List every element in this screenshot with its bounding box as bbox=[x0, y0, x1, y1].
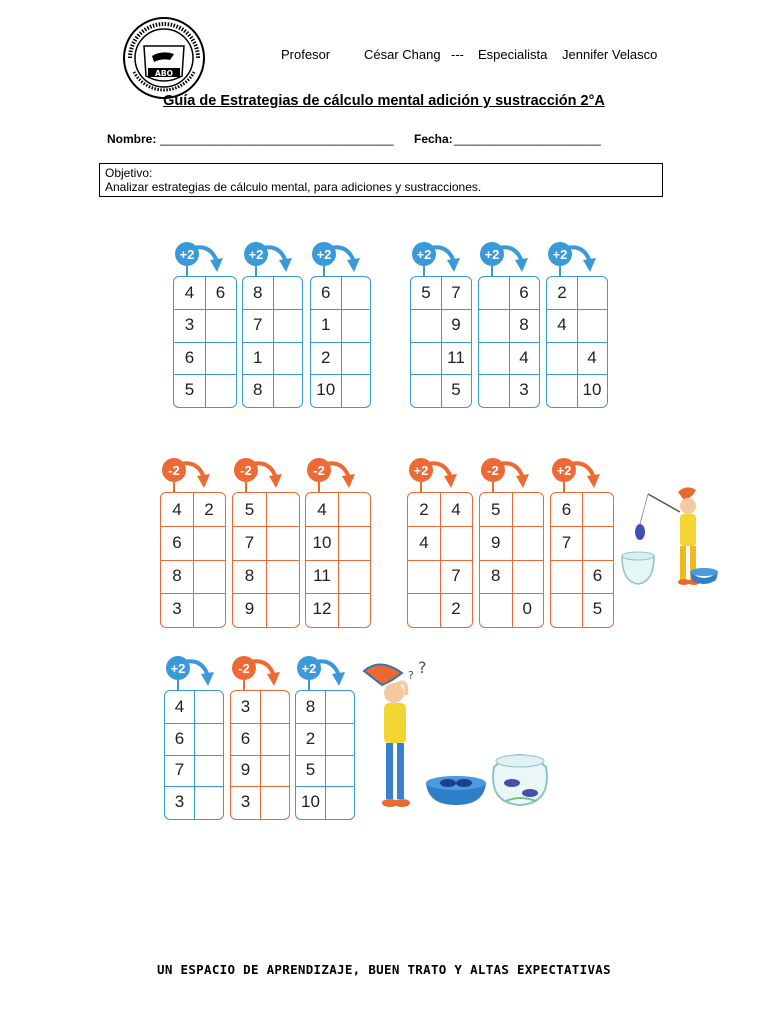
table-row bbox=[296, 691, 354, 723]
table-row bbox=[231, 723, 289, 755]
result-cell[interactable]: 4 bbox=[519, 347, 529, 367]
input-cell[interactable] bbox=[479, 342, 509, 374]
table-row bbox=[408, 493, 472, 526]
table-row bbox=[411, 309, 471, 341]
table-row bbox=[480, 526, 543, 559]
result-cell[interactable]: 5 bbox=[451, 379, 461, 399]
input-cell[interactable]: 9 bbox=[491, 532, 501, 552]
especialista-name: Jennifer Velasco bbox=[562, 47, 658, 62]
operation-label: +2 bbox=[552, 458, 576, 482]
input-cell[interactable]: 12 bbox=[312, 599, 332, 619]
table-row bbox=[411, 277, 471, 309]
result-cell[interactable] bbox=[338, 493, 370, 526]
table-row bbox=[551, 493, 613, 526]
result-cell[interactable] bbox=[325, 786, 354, 818]
table-row bbox=[311, 342, 370, 374]
boy-thinking-illustration bbox=[360, 655, 560, 815]
result-cell[interactable]: 11 bbox=[447, 347, 465, 367]
input-cell[interactable] bbox=[408, 560, 440, 593]
result-cell[interactable] bbox=[582, 526, 613, 559]
operation-badge bbox=[481, 458, 509, 486]
number-table bbox=[410, 276, 472, 408]
objective-label: Objetivo: bbox=[105, 166, 153, 180]
profesor-label: Profesor bbox=[281, 47, 331, 62]
operation-badge bbox=[480, 242, 508, 270]
table-row bbox=[306, 560, 370, 593]
table-row bbox=[551, 593, 613, 626]
input-cell[interactable] bbox=[411, 374, 441, 406]
table-row bbox=[479, 342, 539, 374]
number-table bbox=[310, 276, 371, 408]
operation-label: +2 bbox=[244, 242, 268, 266]
result-cell[interactable]: 7 bbox=[451, 566, 461, 586]
result-cell[interactable] bbox=[341, 374, 371, 406]
table-row bbox=[161, 493, 225, 526]
result-cell[interactable] bbox=[338, 593, 370, 626]
result-cell[interactable] bbox=[266, 493, 299, 526]
result-cell[interactable]: 7 bbox=[451, 283, 461, 303]
table-row bbox=[480, 493, 543, 526]
table-row bbox=[243, 309, 302, 341]
result-cell[interactable]: 4 bbox=[587, 347, 597, 367]
number-table bbox=[230, 690, 290, 820]
result-cell[interactable]: 0 bbox=[522, 599, 532, 619]
result-cell[interactable] bbox=[194, 755, 223, 787]
result-cell[interactable]: 4 bbox=[451, 499, 461, 519]
result-cell[interactable] bbox=[341, 277, 371, 309]
operation-badge bbox=[162, 458, 190, 486]
operation-label: +2 bbox=[412, 242, 436, 266]
input-cell[interactable]: 7 bbox=[253, 315, 263, 335]
number-table bbox=[173, 276, 237, 408]
result-cell[interactable] bbox=[325, 755, 354, 787]
input-cell[interactable]: 2 bbox=[321, 347, 331, 367]
table-row bbox=[243, 374, 302, 406]
number-table bbox=[479, 492, 544, 628]
result-cell[interactable] bbox=[266, 593, 299, 626]
result-cell[interactable] bbox=[325, 691, 354, 723]
input-cell[interactable]: 8 bbox=[253, 379, 263, 399]
operation-badge bbox=[166, 656, 194, 684]
result-cell[interactable] bbox=[194, 786, 223, 818]
operation-label: +2 bbox=[548, 242, 572, 266]
table-row bbox=[547, 342, 607, 374]
input-cell[interactable]: 7 bbox=[244, 532, 255, 552]
table-row bbox=[174, 342, 236, 374]
table-row bbox=[408, 560, 472, 593]
number-table bbox=[550, 492, 614, 628]
result-cell[interactable]: 2 bbox=[451, 599, 461, 619]
especialista-label: Especialista bbox=[478, 47, 548, 62]
table-row bbox=[174, 309, 236, 341]
table-row bbox=[233, 493, 299, 526]
result-cell[interactable] bbox=[341, 342, 371, 374]
result-cell[interactable] bbox=[260, 755, 289, 787]
input-cell[interactable]: 8 bbox=[172, 566, 182, 586]
input-cell[interactable]: 5 bbox=[305, 760, 316, 780]
operation-label: +2 bbox=[312, 242, 336, 266]
result-cell[interactable] bbox=[205, 374, 236, 406]
operation-label: +2 bbox=[480, 242, 504, 266]
result-cell[interactable] bbox=[193, 526, 225, 559]
table-row bbox=[547, 374, 607, 406]
input-cell[interactable]: 3 bbox=[174, 792, 185, 812]
input-cell[interactable] bbox=[480, 593, 512, 626]
input-cell[interactable]: 7 bbox=[174, 760, 185, 780]
operation-label: -2 bbox=[162, 458, 186, 482]
input-cell[interactable]: 5 bbox=[491, 499, 501, 519]
svg-text:?: ? bbox=[408, 669, 414, 682]
input-cell[interactable] bbox=[411, 342, 441, 374]
result-cell[interactable]: 3 bbox=[519, 379, 529, 399]
result-cell[interactable] bbox=[341, 309, 371, 341]
input-cell[interactable]: 8 bbox=[305, 696, 316, 716]
nombre-label: Nombre: bbox=[107, 132, 157, 146]
table-row bbox=[231, 691, 289, 723]
footer-slogan: UN ESPACIO DE APRENDIZAJE, BUEN TRATO Y ALTAS EXPECTATIVAS bbox=[157, 962, 611, 977]
result-cell[interactable] bbox=[205, 309, 236, 341]
table-row bbox=[480, 593, 543, 626]
input-cell[interactable]: 5 bbox=[184, 379, 195, 399]
result-cell[interactable] bbox=[273, 277, 303, 309]
input-cell[interactable]: 3 bbox=[240, 696, 251, 716]
number-table bbox=[546, 276, 608, 408]
result-cell[interactable]: 5 bbox=[592, 599, 603, 619]
result-cell[interactable] bbox=[338, 526, 370, 559]
result-cell[interactable] bbox=[512, 526, 544, 559]
input-cell[interactable]: 4 bbox=[419, 532, 429, 552]
number-table bbox=[295, 690, 355, 820]
input-cell[interactable]: 8 bbox=[491, 566, 501, 586]
boy-fishing-illustration bbox=[618, 484, 723, 594]
input-cell[interactable]: 2 bbox=[557, 283, 567, 303]
input-cell[interactable] bbox=[551, 593, 582, 626]
result-cell[interactable]: 10 bbox=[582, 379, 602, 399]
result-cell[interactable]: 9 bbox=[451, 315, 461, 335]
operation-badge bbox=[552, 458, 580, 486]
table-row bbox=[243, 342, 302, 374]
operation-badge bbox=[297, 656, 325, 684]
input-cell[interactable]: 5 bbox=[244, 499, 255, 519]
operation-badge bbox=[234, 458, 262, 486]
operation-label: +2 bbox=[166, 656, 190, 680]
result-cell[interactable] bbox=[325, 723, 354, 755]
table-row bbox=[547, 309, 607, 341]
operation-label: +2 bbox=[409, 458, 433, 482]
number-table bbox=[232, 492, 300, 628]
input-cell[interactable]: 11 bbox=[313, 566, 331, 586]
operation-label: -2 bbox=[481, 458, 505, 482]
table-row bbox=[296, 786, 354, 818]
svg-text:?: ? bbox=[418, 658, 427, 677]
table-row bbox=[306, 493, 370, 526]
input-cell[interactable]: 3 bbox=[172, 599, 182, 619]
table-row bbox=[306, 593, 370, 626]
table-row bbox=[479, 277, 539, 309]
result-cell[interactable] bbox=[273, 309, 303, 341]
result-cell[interactable] bbox=[512, 493, 544, 526]
input-cell[interactable]: 2 bbox=[305, 728, 316, 748]
input-cell[interactable] bbox=[411, 309, 441, 341]
table-row bbox=[547, 277, 607, 309]
objective-text: Analizar estrategias de cálculo mental, para adiciones y sustracciones. bbox=[105, 180, 482, 194]
result-cell[interactable] bbox=[194, 723, 223, 755]
table-row bbox=[161, 560, 225, 593]
number-table bbox=[305, 492, 371, 628]
result-cell[interactable]: 2 bbox=[204, 499, 214, 519]
result-cell[interactable] bbox=[260, 786, 289, 818]
table-row bbox=[243, 277, 302, 309]
operation-badge bbox=[409, 458, 437, 486]
operation-label: +2 bbox=[175, 242, 199, 266]
result-cell[interactable] bbox=[194, 691, 223, 723]
table-row bbox=[408, 593, 472, 626]
number-table bbox=[160, 492, 226, 628]
result-cell[interactable] bbox=[273, 374, 303, 406]
table-row bbox=[551, 560, 613, 593]
operation-badge bbox=[312, 242, 340, 270]
fecha-label: Fecha: bbox=[414, 132, 453, 146]
input-cell[interactable]: 8 bbox=[244, 566, 255, 586]
table-row bbox=[165, 755, 223, 787]
operation-badge bbox=[307, 458, 335, 486]
table-row bbox=[296, 723, 354, 755]
operation-label: -2 bbox=[234, 458, 258, 482]
table-row bbox=[161, 526, 225, 559]
operation-badge bbox=[244, 242, 272, 270]
input-cell[interactable]: 10 bbox=[312, 532, 332, 552]
input-cell[interactable]: 6 bbox=[184, 347, 195, 367]
table-row bbox=[411, 374, 471, 406]
input-cell[interactable] bbox=[551, 560, 582, 593]
result-cell[interactable] bbox=[273, 342, 303, 374]
table-row bbox=[165, 691, 223, 723]
operation-label: +2 bbox=[297, 656, 321, 680]
result-cell[interactable]: 6 bbox=[215, 283, 226, 303]
input-cell[interactable]: 2 bbox=[419, 499, 429, 519]
result-cell[interactable] bbox=[577, 309, 607, 341]
input-cell[interactable]: 6 bbox=[240, 728, 251, 748]
school-logo bbox=[122, 16, 206, 100]
result-cell[interactable] bbox=[582, 493, 613, 526]
number-table bbox=[407, 492, 473, 628]
result-cell[interactable] bbox=[440, 526, 472, 559]
result-cell[interactable]: 8 bbox=[519, 315, 529, 335]
number-table bbox=[478, 276, 540, 408]
profesor-name: César Chang bbox=[364, 47, 441, 62]
input-cell[interactable] bbox=[479, 374, 509, 406]
table-row bbox=[233, 593, 299, 626]
result-cell[interactable] bbox=[512, 560, 544, 593]
input-cell[interactable]: 4 bbox=[557, 315, 567, 335]
table-row bbox=[165, 786, 223, 818]
table-row bbox=[311, 374, 370, 406]
result-cell[interactable] bbox=[205, 342, 236, 374]
table-row bbox=[479, 309, 539, 341]
input-cell[interactable]: 3 bbox=[184, 315, 195, 335]
table-row bbox=[233, 526, 299, 559]
input-cell[interactable]: 4 bbox=[174, 696, 185, 716]
input-cell[interactable]: 1 bbox=[321, 315, 331, 335]
result-cell[interactable]: 6 bbox=[519, 283, 529, 303]
result-cell[interactable] bbox=[260, 691, 289, 723]
table-row bbox=[231, 786, 289, 818]
result-cell[interactable] bbox=[266, 526, 299, 559]
result-cell[interactable] bbox=[260, 723, 289, 755]
operation-badge bbox=[412, 242, 440, 270]
result-cell[interactable] bbox=[338, 560, 370, 593]
input-cell[interactable]: 10 bbox=[301, 792, 320, 812]
fecha-field[interactable]: ______________________ bbox=[454, 132, 601, 146]
input-cell[interactable]: 1 bbox=[253, 347, 263, 367]
operation-label: -2 bbox=[232, 656, 256, 680]
table-row bbox=[311, 309, 370, 341]
page-title: Guía de Estrategias de cálculo mental adición y sustracción 2°A bbox=[163, 93, 605, 109]
table-row bbox=[306, 526, 370, 559]
result-cell[interactable] bbox=[193, 593, 225, 626]
result-cell[interactable] bbox=[266, 560, 299, 593]
input-cell[interactable]: 6 bbox=[321, 283, 331, 303]
input-cell[interactable]: 10 bbox=[316, 379, 336, 399]
input-cell[interactable]: 5 bbox=[421, 283, 431, 303]
input-cell[interactable]: 4 bbox=[317, 499, 327, 519]
input-cell[interactable]: 7 bbox=[561, 532, 572, 552]
operation-label: -2 bbox=[307, 458, 331, 482]
nombre-field[interactable]: ___________________________________ bbox=[160, 132, 394, 146]
input-cell[interactable] bbox=[479, 309, 509, 341]
input-cell[interactable] bbox=[479, 277, 509, 309]
input-cell[interactable]: 9 bbox=[240, 760, 251, 780]
svg-text:ABO: ABO bbox=[155, 69, 173, 78]
input-cell[interactable]: 6 bbox=[172, 532, 182, 552]
objective-box bbox=[99, 163, 663, 197]
input-cell[interactable]: 9 bbox=[244, 599, 255, 619]
table-row bbox=[411, 342, 471, 374]
table-row bbox=[174, 277, 236, 309]
input-cell[interactable] bbox=[408, 593, 440, 626]
table-row bbox=[479, 374, 539, 406]
table-row bbox=[233, 560, 299, 593]
table-row bbox=[296, 755, 354, 787]
input-cell[interactable] bbox=[547, 374, 577, 406]
table-row bbox=[311, 277, 370, 309]
input-cell[interactable] bbox=[547, 342, 577, 374]
table-row bbox=[174, 374, 236, 406]
table-row bbox=[480, 560, 543, 593]
table-row bbox=[231, 755, 289, 787]
table-row bbox=[165, 723, 223, 755]
input-cell[interactable]: 3 bbox=[240, 792, 251, 812]
result-cell[interactable] bbox=[577, 277, 607, 309]
number-table bbox=[242, 276, 303, 408]
operation-badge bbox=[232, 656, 260, 684]
input-cell[interactable]: 4 bbox=[184, 283, 195, 303]
table-row bbox=[161, 593, 225, 626]
operation-badge bbox=[175, 242, 203, 270]
result-cell[interactable]: 6 bbox=[592, 566, 603, 586]
input-cell[interactable]: 4 bbox=[172, 499, 182, 519]
header-separator: --- bbox=[451, 47, 464, 62]
input-cell[interactable]: 6 bbox=[174, 728, 185, 748]
operation-badge bbox=[548, 242, 576, 270]
table-row bbox=[408, 526, 472, 559]
result-cell[interactable] bbox=[193, 560, 225, 593]
number-table bbox=[164, 690, 224, 820]
input-cell[interactable]: 8 bbox=[253, 283, 263, 303]
table-row bbox=[551, 526, 613, 559]
input-cell[interactable]: 6 bbox=[561, 499, 572, 519]
